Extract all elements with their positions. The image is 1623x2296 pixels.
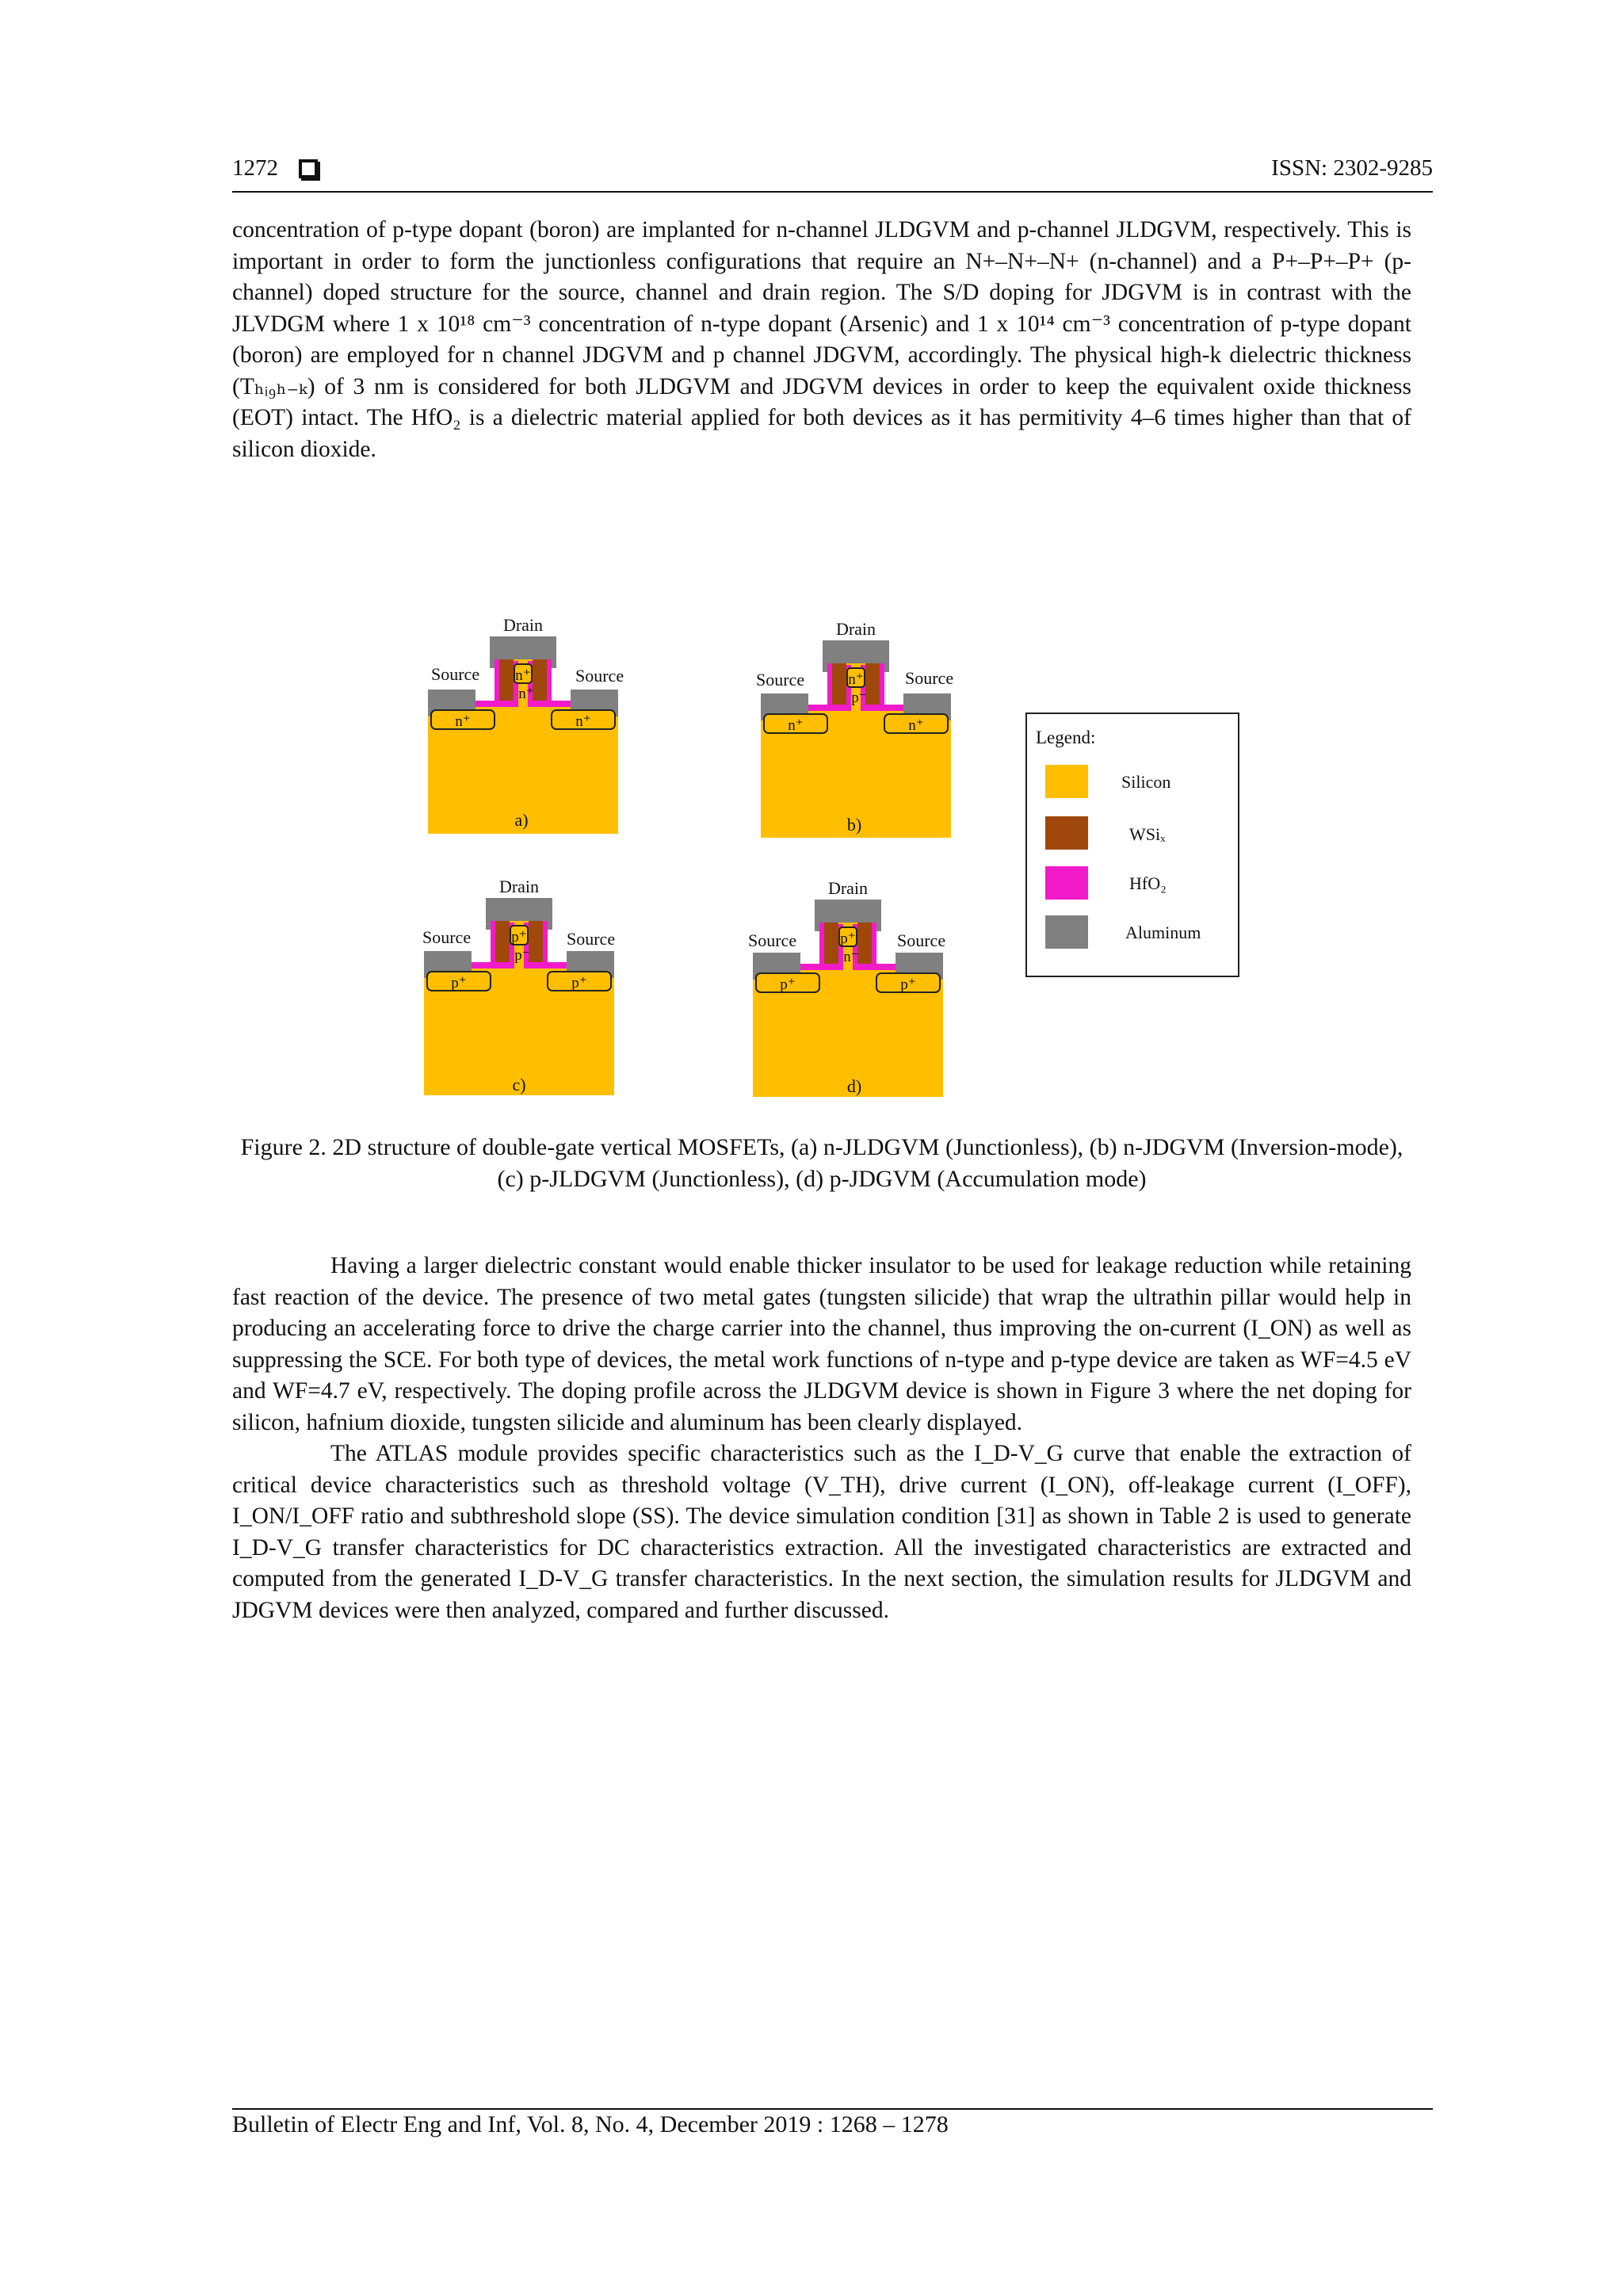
device-c [422,877,615,1095]
source-doping-label: n⁺ [575,713,591,730]
source-label: Source [756,670,805,690]
paragraph: concentration of p-type dopant (boron) are implanted for n-channel JLDGVM and p-channel JLDGVM, respectively. This is important in order to form the junctionless configurations that require an N+–N+–N+ (n-channel) and a P+–P+–P+ (p-channel) doped structure for the source, channel and drain region. The S/D doping for JDGVM is in contrast with the JLVDGM where 1 x 10¹⁸ cm⁻³ concentration of n-type dopant (Arsenic) and 1 x 10¹⁴ cm⁻³ concentration of p-type dopant (boron) are employed for n channel JDGVM and p channel JDGVM, accordingly. The physical high-k dielectric thickness (Tₕᵢ₉ₕ₋ₖ) of 3 nm is considered for both JLDGVM and JDGVM devices in order to keep the equivalent oxide thickness (EOT) intact. The HfO₂ is a dielectric material applied for both devices as it has permitivity 4–6 times higher than that of silicon dioxide. [232,217,1411,462]
legend-swatch [1045,765,1088,798]
header-rule [232,191,1433,193]
drain-label: Drain [498,877,540,896]
issn: ISSN: 2302-9285 [1271,155,1433,181]
drain-label: Drain [502,615,544,635]
source-doping-label: p⁺ [900,976,916,993]
legend-label: Silicon [1121,772,1171,792]
body-text-bottom [232,1251,1411,1626]
drain-label: Drain [835,619,876,639]
sublabel-d: d) [846,1076,862,1096]
page-number: 1272 [232,155,278,181]
device-a [428,615,624,834]
source-label: Source [422,927,472,947]
source-doping-label: n⁺ [455,713,471,730]
drain-label: Drain [827,878,869,898]
page-header [232,155,1433,190]
figure-caption: Figure 2. 2D structure of double-gate vertical MOSFETs, (a) n-JLDGVM (Junctionless), (b) n-JDGVM (Inversion-mode), (c) p-JLDGVM (Junctionless), (d) p-JDGVM (Accumulation mode) [240,1134,1403,1192]
source-label: Source [575,666,624,686]
legend-title: Legend: [1036,728,1096,747]
source-doping-label: p⁺ [571,975,587,991]
sublabel-b: b) [846,815,862,835]
drain-doping-label: n⁺ [515,667,531,684]
legend-label: Aluminum [1125,923,1201,942]
figure-2 [404,593,1292,1108]
paragraph: Having a larger dielectric constant would enable thicker insulator to be used for leakage reduction while retaining fast reaction of the device. The presence of two metal gates (tungsten silicide) that wrap the ultrathin pillar would help in producing an accelerating force to drive the charge carrier into the channel, thus improving the on-current (I_ON) as well as suppressing the SCE. For both type of devices, the metal work functions of n-type and p-type device are taken as WF=4.5 eV and WF=4.7 eV, respectively. The doping profile across the JLDGVM device is shown in Figure 3 where the net doping for silicon, hafnium dioxide, tungsten silicide and aluminum has been clearly displayed. [232,1253,1411,1435]
legend-label: WSiₓ [1129,824,1166,844]
body-text-top [232,215,1411,465]
sublabel-c: c) [512,1075,526,1095]
legend-swatch [1045,816,1088,850]
drain-doping-label: p⁺ [840,930,856,947]
device-b [756,619,953,838]
legend-swatch [1045,866,1088,900]
header-left [232,155,318,181]
source-label: Source [567,929,616,949]
legend-swatch [1045,915,1088,949]
legend-label: HfO₂ [1129,873,1167,893]
paragraph: The ATLAS module provides specific characteristics such as the I_D-V_G curve that enable the extraction of critical device characteristics such as threshold voltage (V_TH), drive current (I_ON), off-leakage current (I_OFF), I_ON/I_OFF ratio and subthreshold slope (SS). The device simulation condition [31] as shown in Table 2 is used to generate I_D-V_G transfer characteristics for DC characteristics extraction. All the investigated characteristics are extracted and computed from the generated I_D-V_G transfer characteristics. In the next section, the simulation results for JLDGVM and JDGVM devices were then analyzed, compared and further discussed. [232,1441,1411,1623]
box-bullet-icon [299,159,318,178]
source-doping-label: p⁺ [451,975,467,991]
source-doping-label: n⁺ [908,717,924,734]
drain-doping-label: p⁺ [511,929,527,946]
channel-doping-label: p⁻ [514,947,530,964]
source-label: Source [897,930,946,950]
source-label: Source [431,664,480,684]
channel-doping-label: n⁺ [518,686,534,702]
page-footer: Bulletin of Electr Eng and Inf, Vol. 8, No. 4, December 2019 : 1268 – 1278 [232,2111,949,2137]
source-doping-label: p⁺ [780,976,796,993]
device-structure-diagram [404,593,1292,1108]
footer-rule [232,2108,1433,2110]
drain-doping-label: n⁺ [848,671,864,688]
channel-doping-label: p⁻ [851,690,867,706]
sublabel-a: a) [514,810,529,830]
source-label: Source [748,930,797,950]
legend [1026,713,1239,976]
device-d [748,878,945,1097]
source-doping-label: n⁺ [788,717,804,734]
source-label: Source [905,668,954,688]
channel-doping-label: n⁻ [843,949,859,965]
